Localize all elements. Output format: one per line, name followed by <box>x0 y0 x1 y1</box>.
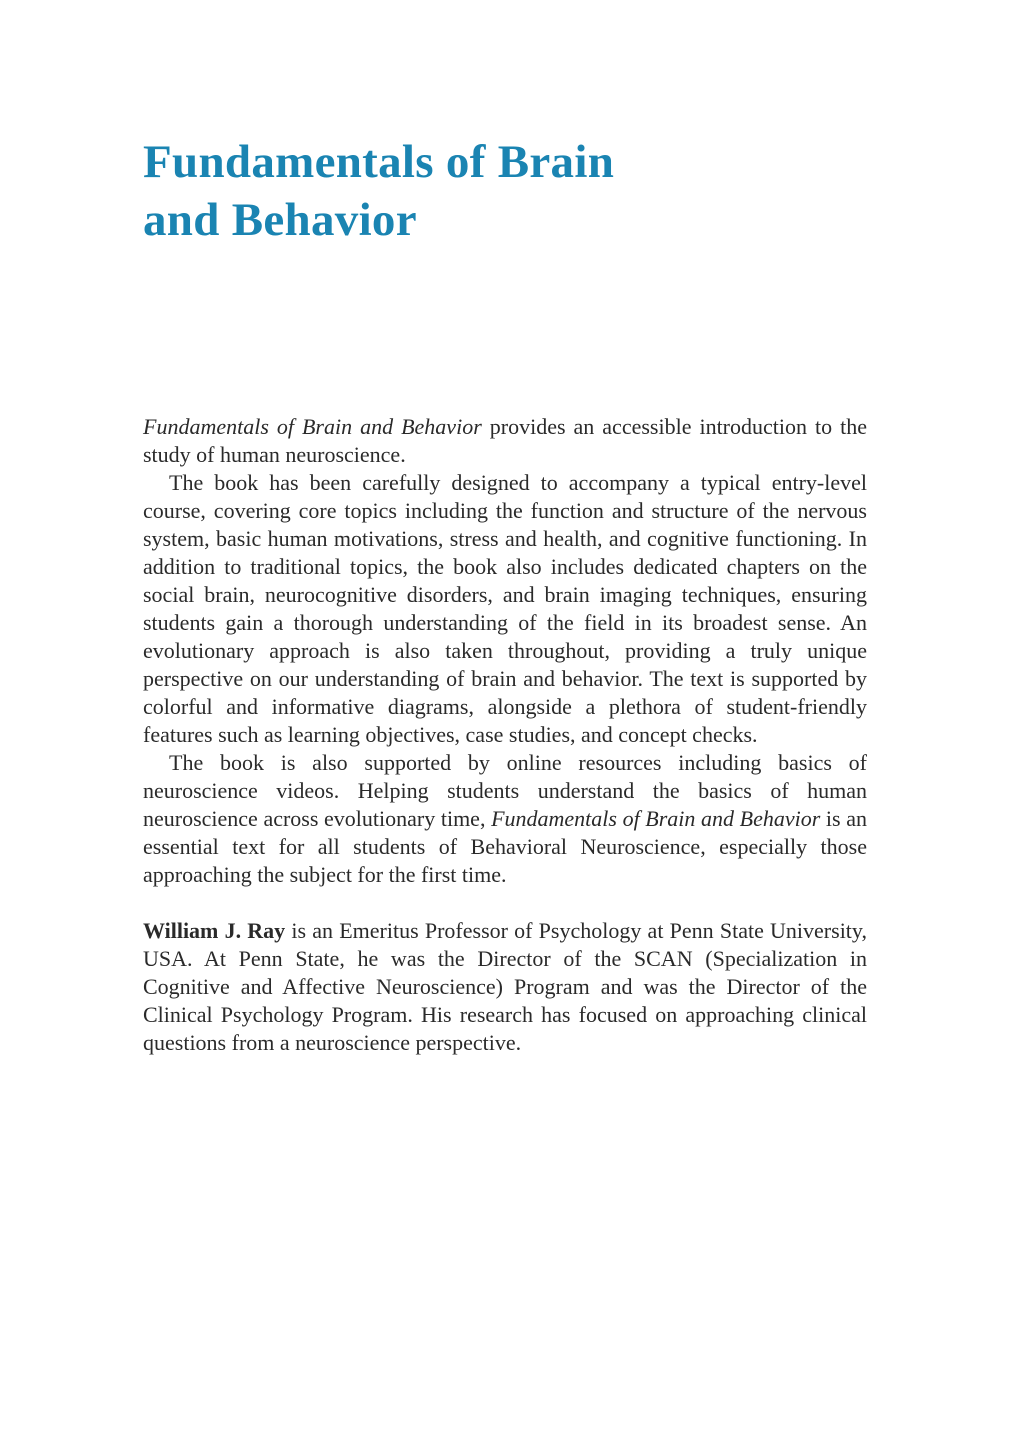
author-bio-text: is an Emeritus Professor of Psychology at Penn State University, USA. At Penn State, he was the Director of the SCAN (Specialization in Cognitive and Affective Neuroscience) Program and was the Director of the Clinical Psychology Program. His research has focused on approaching clinical questions from a neuroscience perspective. <box>143 918 867 1055</box>
description-paragraph-3 <box>143 749 867 889</box>
description-paragraph-2: The book has been carefully designed to accompany a typical entry-level course, covering core topics including the function and structure of the nervous system, basic human motivations, stress and health, and cognitive functioning. In addition to traditional topics, the book also includes dedicated chapters on the social brain, neurocognitive disorders, and brain imaging techniques, ensuring students gain a thorough understanding of the field in its broadest sense. An evolutionary approach is also taken throughout, providing a truly unique perspective on our understanding of brain and behavior. The text is supported by colorful and informative diagrams, alongside a plethora of student-friendly features such as learning objectives, case studies, and concept checks. <box>143 470 867 747</box>
book-title-italic-2: Fundamentals of Brain and Behavior <box>491 806 821 831</box>
description-paragraph-3-start: The book is also supported by online resources including basics of neuroscience videos. Helping students understand the basics of human neuroscience across evolutionary time, <box>143 750 867 831</box>
description-paragraph-1 <box>143 413 867 469</box>
author-name: William J. Ray <box>143 918 286 943</box>
description-paragraph-1-text: provides an accessible introduction to the study of human neuroscience. <box>143 414 867 467</box>
book-title-line-1: Fundamentals of Brain <box>143 136 615 188</box>
book-title <box>143 133 863 249</box>
book-description <box>143 413 867 1057</box>
description-paragraph-3-end: is an essential text for all students of Behavioral Neuroscience, especially those approaching the subject for the first time. <box>143 806 867 887</box>
author-bio <box>143 917 867 1057</box>
book-title-line-2: and Behavior <box>143 194 417 246</box>
book-title-italic: Fundamentals of Brain and Behavior <box>143 414 482 439</box>
